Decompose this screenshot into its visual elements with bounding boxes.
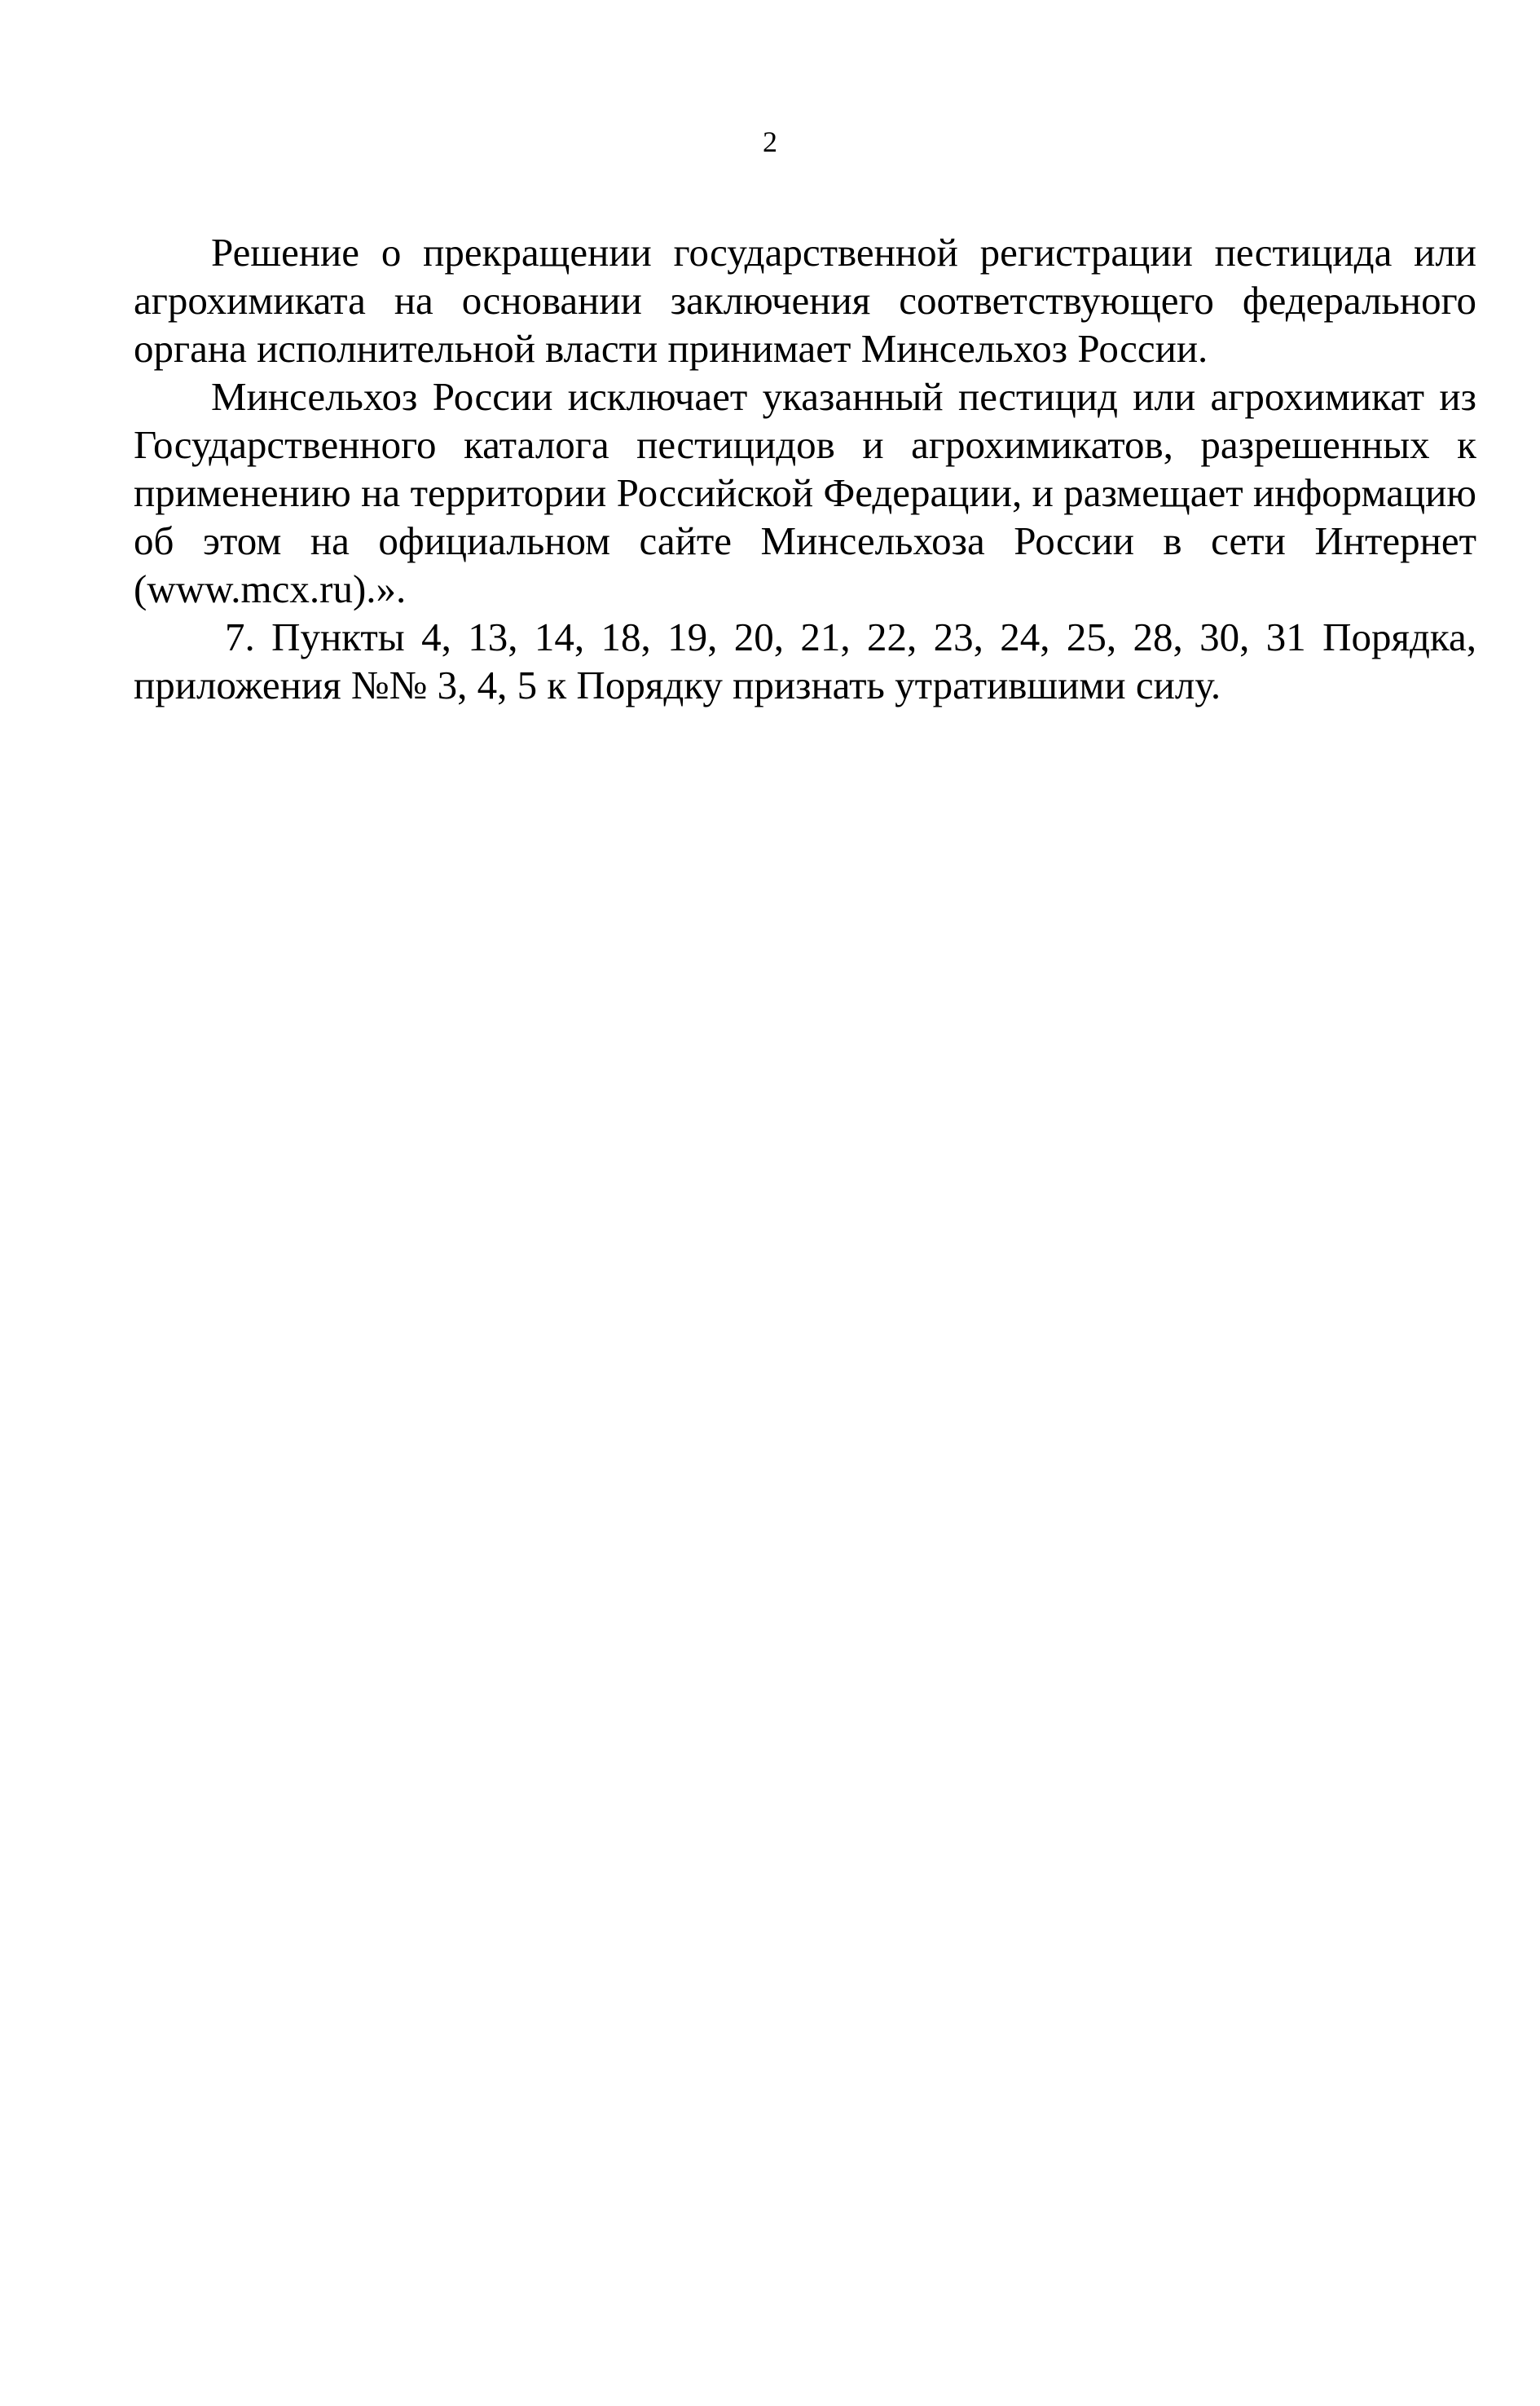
paragraph-registration-termination: Решение о прекращении государственной регистрации пестицида или агрохимиката на основании заключения соответствующего федерального органа исполнительной власти принимает Минсельхоз России. bbox=[134, 230, 1476, 371]
paragraph-catalog-exclusion: Минсельхоз России исключает указанный пестицид или агрохимикат из Государственного каталога пестицидов и агрохимикатов, разрешенных к применению на территории Российской Федерации, и размещает информацию об этом на официальном сайте Минсельхоза России в сети Интернет (www.mcx.ru).». bbox=[134, 374, 1476, 611]
page-number: 2 bbox=[763, 126, 777, 158]
document-body bbox=[134, 228, 1476, 709]
paragraph-item-7: 7. Пункты 4, 13, 14, 18, 19, 20, 21, 22, 23, 24, 25, 28, 30, 31 Порядка, приложения №№ 3, 4, 5 к Порядку признать утратившими силу. bbox=[134, 615, 1476, 707]
